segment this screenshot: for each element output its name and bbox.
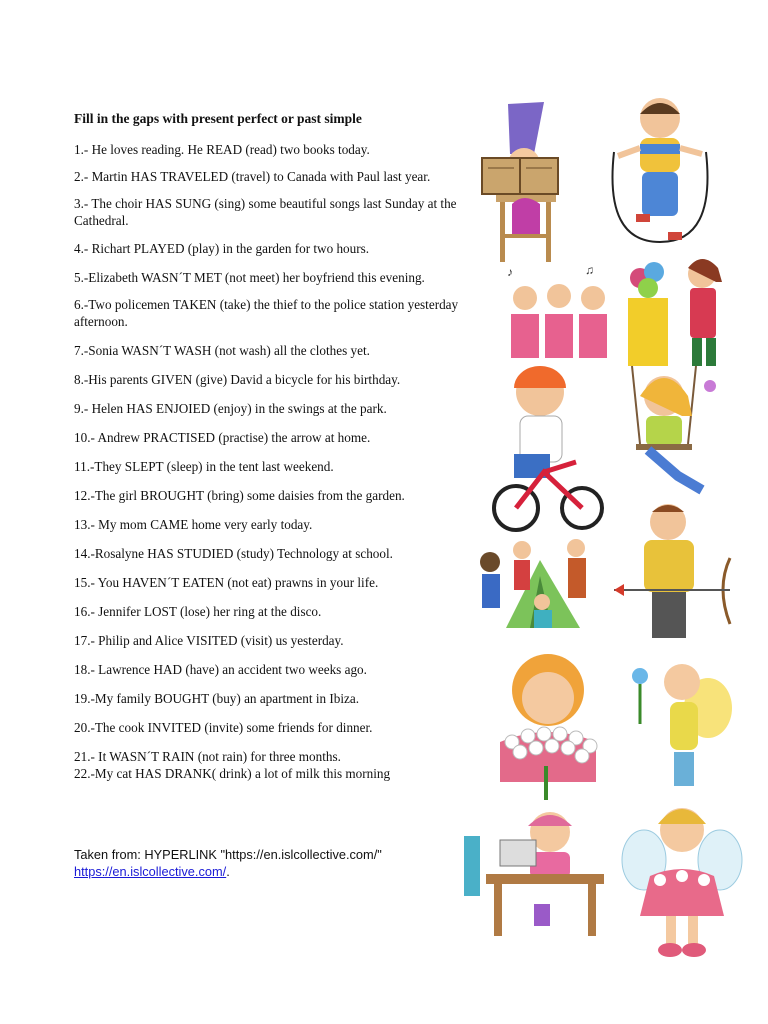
exercise-item: 17.- Philip and Alice VISITED (visit) us yesterday. [74,633,344,648]
exercise-item: 16.- Jennifer LOST (lose) her ring at the disco. [74,604,322,619]
girl-on-swing-illustration [618,366,728,502]
exercise-item: 14.-Rosalyne HAS STUDIED (study) Technology at school. [74,546,393,561]
boy-skipping-rope-illustration [600,92,720,248]
source-link[interactable]: https://en.islcollective.com/ [74,864,227,879]
wizard-reading-illustration [474,94,588,266]
exercise-item: 18.- Lawrence HAD (have) an accident two weeks ago. [74,662,367,677]
worksheet-title: Fill in the gaps with present perfect or past simple [74,111,362,126]
exercise-list [74,141,466,794]
exercise-item: 21.- It WASN´T RAIN (not rain) for three months. [74,749,341,764]
boy-on-bicycle-illustration [492,362,604,536]
exercise-item: 19.-My family BOUGHT (buy) an apartment in Ibiza. [74,691,360,706]
exercise-item: 9.- Helen HAS ENJOIED (enjoy) in the swings at the park. [74,401,387,416]
exercise-item: 11.-They SLEPT (sleep) in the tent last weekend. [74,459,334,474]
exercise-item: 5.-Elizabeth WASN´T MET (not meet) her boyfriend this evening. [74,270,425,285]
exercise-item: 7.-Sonia WASN´T WASH (not wash) all the clothes yet. [74,343,370,358]
source-text: Taken from: HYPERLINK "https://en.islcollective.com/" [74,847,382,862]
exercise-item: 22.-My cat HAS DRANK( drink) a lot of milk this morning [74,766,391,781]
exercise-item: 13.- My mom CAME home very early today. [74,517,313,532]
exercise-item: 12.-The girl BROUGHT (bring) some daisies from the garden. [74,488,405,503]
exercise-item: 3.- The choir HAS SUNG (sing) some beautiful songs last Sunday at the Cathedral. [74,196,457,228]
choir-singing-illustration [505,262,613,360]
exercise-item: 20.-The cook INVITED (invite) some friends for dinner. [74,720,373,735]
source-end: . [226,864,230,879]
girl-with-laundry-illustration [622,248,730,368]
exercise-item: 10.- Andrew PRACTISED (practise) the arrow at home. [74,430,371,445]
exercise-item: 2.- Martin HAS TRAVELED (travel) to Canada with Paul last year. [74,169,431,184]
svg-text:♫: ♫ [585,263,594,277]
exercise-item: 6.-Two policemen TAKEN (take) the thief to the police station yesterday afternoon. [74,297,459,329]
exercise-item: 1.- He loves reading. He READ (read) two books today. [74,142,370,157]
flower-fairy-illustration [620,796,744,960]
svg-text:♪: ♪ [507,265,513,279]
exercise-item: 4.- Richart PLAYED (play) in the garden for two hours. [74,241,370,256]
girl-with-daisies-illustration [486,646,610,804]
camping-tent-illustration [476,536,600,632]
fairy-with-flower-illustration [626,648,738,800]
source-credit [74,846,466,880]
source-link-line [74,863,466,880]
exercise-item: 15.- You HAVEN´T EATEN (not eat) prawns in your life. [74,575,379,590]
boy-with-bow-arrow-illustration [612,502,738,648]
girl-at-laptop-illustration [464,806,606,940]
exercise-item: 8.-His parents GIVEN (give) David a bicycle for his birthday. [74,372,401,387]
